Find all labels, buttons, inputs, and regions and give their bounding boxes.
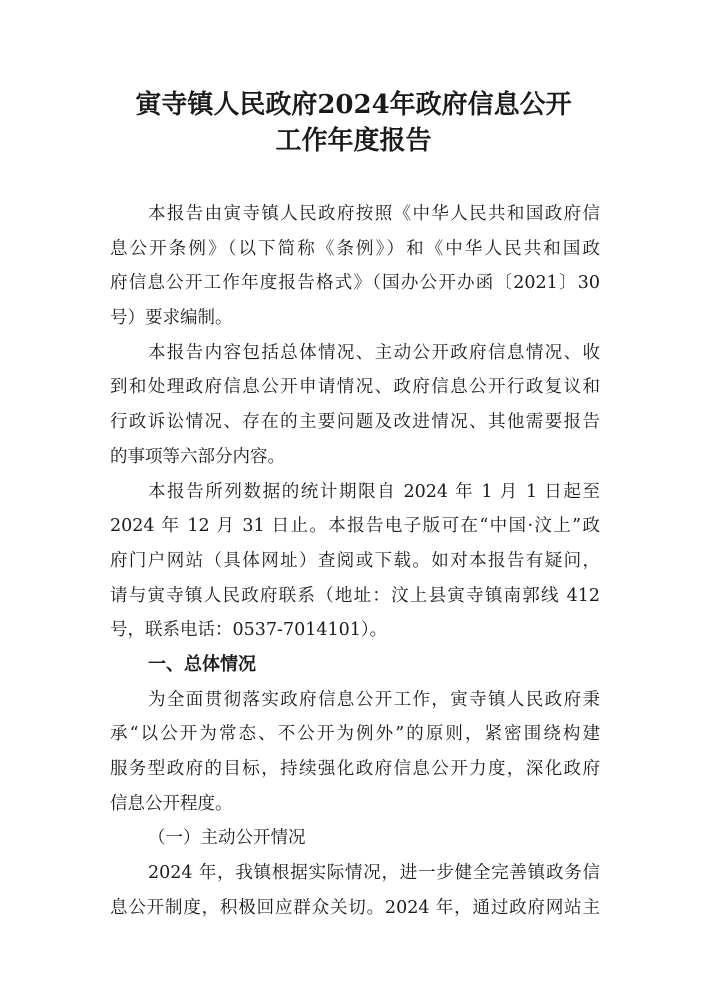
document-title-line-1: 寅寺镇人民政府2024年政府信息公开 [135, 90, 572, 120]
paragraph-2-line-3: 行政诉讼情况、存在的主要问题及改进情况、其他需要报告 [110, 412, 600, 432]
paragraph-4-line-4: 信息公开程度。 [110, 794, 233, 814]
paragraph-3-line-1: 本报告所列数据的统计期限自 2024 年 1 月 1 日起至 [148, 482, 600, 502]
paragraph-1-line-1: 本报告由寅寺镇人民政府按照《中华人民共和国政府信 [148, 204, 600, 224]
paragraph-2-line-1: 本报告内容包括总体情况、主动公开政府信息情况、收 [148, 343, 600, 363]
paragraph-2-line-2: 到和处理政府信息公开申请情况、政府信息公开行政复议和 [110, 377, 600, 397]
paragraph-3-line-2: 2024 年 12 月 31 日止。本报告电子版可在“中国·汶上”政 [110, 516, 600, 536]
paragraph-2-line-4: 的事项等六部分内容。 [110, 447, 285, 467]
paragraph-3-line-4: 请与寅寺镇人民政府联系（地址：汶上县寅寺镇南郭线 412 [110, 586, 600, 606]
document-title-line-2: 工作年度报告 [275, 126, 432, 156]
paragraph-1-line-2: 息公开条例》（以下简称《条例》）和《中华人民共和国政 [110, 239, 600, 259]
paragraph-1-line-3: 府信息公开工作年度报告格式》（国办公开办函〔2021〕30 [110, 273, 600, 293]
paragraph-4-line-2: 承“以公开为常态、不公开为例外”的原则，紧密围绕构建 [110, 724, 600, 744]
paragraph-3-line-5: 号，联系电话：0537-7014101）。 [110, 620, 388, 640]
paragraph-4-line-1: 为全面贯彻落实政府信息公开工作，寅寺镇人民政府秉 [148, 690, 600, 710]
paragraph-1-line-4: 号）要求编制。 [110, 308, 233, 328]
section-heading-overview: 一、总体情况 [148, 654, 256, 675]
subsection-heading-active-disclosure: （一）主动公开情况 [148, 828, 306, 848]
paragraph-4-line-3: 服务型政府的目标，持续强化政府信息公开力度，深化政府 [110, 759, 600, 779]
paragraph-5-line-1: 2024 年，我镇根据实际情况，进一步健全完善镇政务信 [148, 863, 600, 883]
paragraph-5-line-2: 息公开制度，积极回应群众关切。2024 年，通过政府网站主 [110, 898, 600, 918]
paragraph-3-line-3: 府门户网站（具体网址）查阅或下载。如对本报告有疑问， [110, 551, 600, 571]
